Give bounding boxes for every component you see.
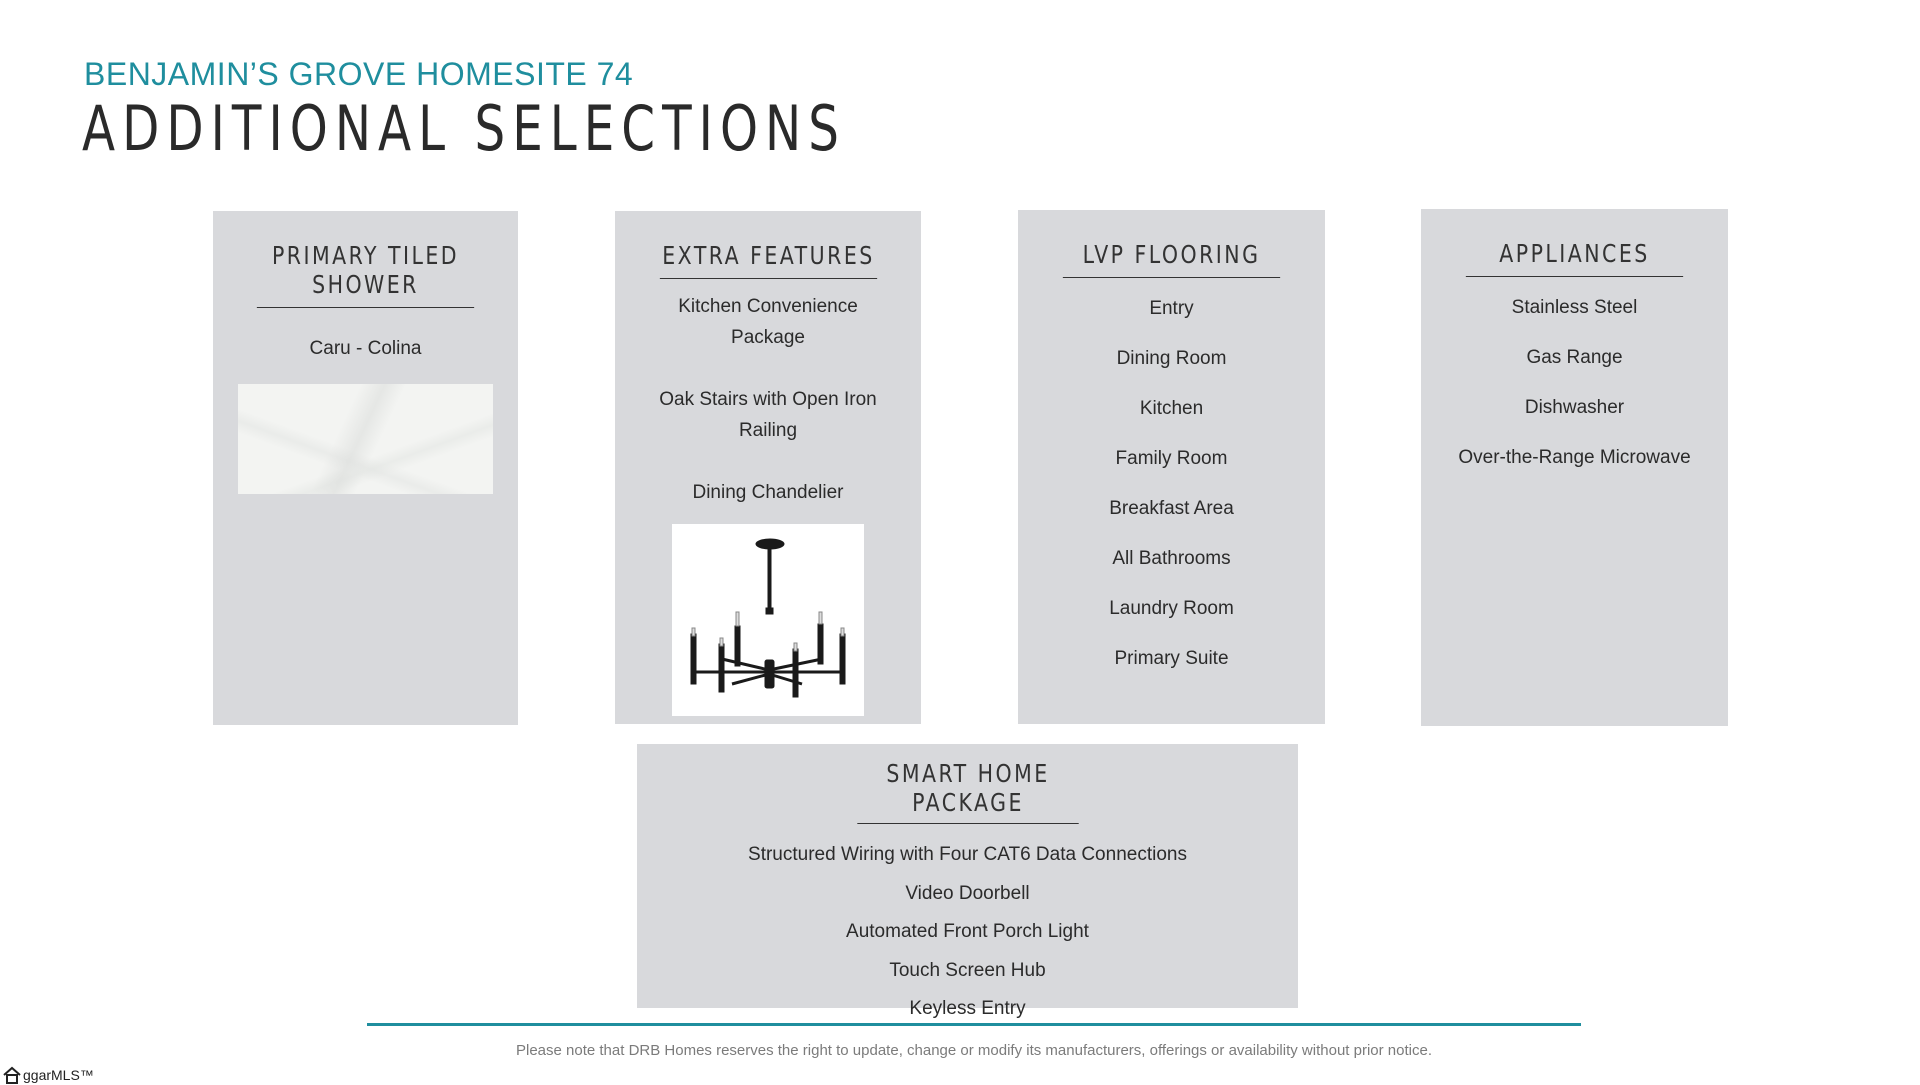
list-item: Family Room: [1115, 448, 1228, 469]
marble-tile-swatch: [238, 384, 493, 494]
logo-text: ggarMLS™: [23, 1067, 94, 1083]
list-item: Dining Chandelier: [692, 482, 844, 503]
card-title: PRIMARY TILED SHOWER: [257, 241, 474, 308]
list-item: Dining Room: [1116, 348, 1227, 369]
appliances-card: [1421, 209, 1728, 726]
card-title: LVP FLOORING: [1063, 240, 1280, 278]
mls-logo: [2, 1065, 94, 1085]
list-item: Keyless Entry: [909, 998, 1026, 1019]
card-title: SMART HOME PACKAGE: [857, 759, 1078, 824]
footer-divider: [367, 1023, 1581, 1026]
page-title: ADDITIONAL SELECTIONS: [82, 92, 846, 165]
list-item: Video Doorbell: [905, 882, 1030, 904]
card-title: APPLIANCES: [1466, 239, 1683, 277]
list-item: Kitchen: [1139, 398, 1204, 419]
chandelier-image: [672, 524, 864, 716]
list-item: Oak Stairs with Open Iron Railing: [659, 389, 877, 441]
list-item: Entry: [1149, 298, 1194, 319]
shower-tile-selection: Caru - Colina: [309, 338, 422, 359]
list-item: Automated Front Porch Light: [846, 921, 1089, 942]
flooring-list: [1109, 284, 1234, 684]
list-item: Structured Wiring with Four CAT6 Data Connections: [748, 844, 1187, 865]
list-item: Over-the-Range Microwave: [1458, 447, 1691, 468]
list-item: Primary Suite: [1114, 648, 1229, 669]
smart-home-package-card: [637, 744, 1298, 1019]
community-subtitle: BENJAMIN’S GROVE HOMESITE 74: [84, 56, 634, 92]
list-item: Breakfast Area: [1109, 498, 1234, 519]
extra-features-card: [615, 211, 921, 724]
smart-home-list: [748, 836, 1187, 1029]
lvp-flooring-card: [1018, 210, 1325, 724]
card-title: EXTRA FEATURES: [659, 241, 876, 279]
disclaimer-text: Please note that DRB Homes reserves the right to update, change or modify its manufacturers, offerings or availability without prior notice.: [515, 1042, 1432, 1059]
list-item: Laundry Room: [1109, 598, 1234, 619]
list-item: All Bathrooms: [1112, 548, 1231, 569]
appliances-list: [1458, 283, 1690, 483]
list-item: Touch Screen Hub: [889, 959, 1046, 981]
list-item: Gas Range: [1526, 347, 1623, 368]
house-icon: [2, 1065, 22, 1085]
primary-tiled-shower-card: [213, 211, 518, 725]
list-item: Kitchen Convenience Package: [678, 296, 858, 348]
list-item: Stainless Steel: [1511, 297, 1638, 318]
list-item: Dishwasher: [1524, 397, 1625, 418]
